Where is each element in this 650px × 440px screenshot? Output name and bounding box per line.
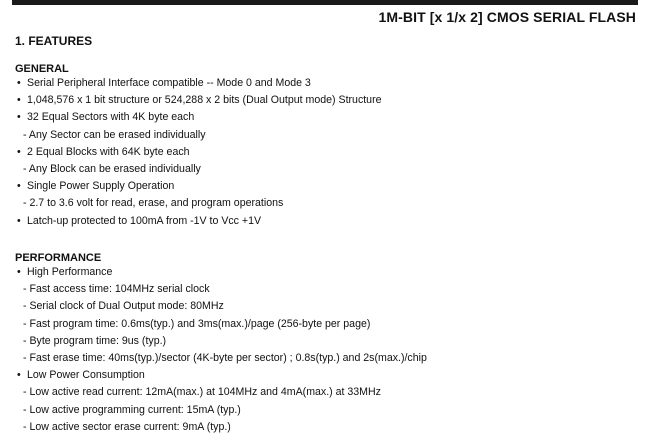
feature-text: High Performance: [27, 266, 113, 278]
feature-item: [15, 75, 635, 92]
performance-section: [15, 252, 635, 436]
feature-text: - Low active programming current: 15mA (typ.): [23, 403, 241, 416]
feature-item: [15, 213, 635, 230]
feature-text: Single Power Supply Operation: [27, 180, 175, 193]
feature-text: Serial Peripheral Interface compatible -- Mode 0 and Mode 3: [27, 77, 311, 89]
feature-text: Low Power Consumption: [27, 369, 145, 382]
feature-subitem: [15, 281, 635, 298]
bullet-icon: •: [17, 94, 21, 107]
feature-subitem: [15, 316, 635, 333]
feature-text: - Low active sector erase current: 9mA (typ.): [23, 420, 231, 433]
document-title: 1M-BIT [x 1/x 2] CMOS SERIAL FLASH: [378, 9, 636, 25]
feature-text: - Byte program time: 9us (typ.): [23, 334, 167, 347]
general-feature-list: [15, 75, 635, 230]
bullet-icon: •: [17, 214, 21, 227]
bullet-icon: •: [17, 266, 21, 278]
section-title: 1. FEATURES: [15, 34, 93, 48]
feature-subitem: [15, 419, 635, 436]
feature-text: - Low active read current: 12mA(max.) at 104MHz and 4mA(max.) at 33MHz: [23, 386, 381, 399]
feature-item: [15, 178, 635, 195]
bullet-icon: •: [17, 180, 21, 193]
general-heading: GENERAL: [15, 63, 69, 75]
feature-item: [15, 92, 635, 109]
performance-feature-list: [15, 264, 635, 436]
feature-text: - Fast program time: 0.6ms(typ.) and 3ms(max.)/page (256-byte per page): [23, 317, 371, 330]
feature-subitem: [15, 333, 635, 350]
general-section: [15, 63, 635, 230]
feature-subitem: [15, 127, 635, 144]
feature-text: - 2.7 to 3.6 volt for read, erase, and program operations: [23, 197, 284, 210]
feature-subitem: [15, 161, 635, 178]
feature-item: [15, 109, 635, 126]
feature-subitem: [15, 384, 635, 401]
header-rule: [12, 0, 638, 5]
feature-text: Latch-up protected to 100mA from -1V to Vcc +1V: [27, 214, 262, 227]
feature-text: - Any Block can be erased individually: [23, 162, 201, 175]
feature-text: - Fast erase time: 40ms(typ.)/sector (4K-byte per sector) ; 0.8s(typ.) and 2s(max.)/chip: [23, 351, 427, 364]
feature-text: 32 Equal Sectors with 4K byte each: [27, 111, 195, 124]
bullet-icon: •: [17, 369, 21, 382]
bullet-icon: •: [17, 77, 21, 89]
feature-item: [15, 367, 635, 384]
bullet-icon: •: [17, 111, 21, 124]
feature-text: - Fast access time: 104MHz serial clock: [23, 283, 210, 296]
feature-subitem: [15, 298, 635, 315]
feature-subitem: [15, 195, 635, 212]
feature-item: [15, 264, 635, 281]
feature-item: [15, 144, 635, 161]
feature-text: 1,048,576 x 1 bit structure or 524,288 x 2 bits (Dual Output mode) Structure: [27, 94, 382, 107]
feature-text: 2 Equal Blocks with 64K byte each: [27, 145, 190, 158]
feature-text: - Serial clock of Dual Output mode: 80MHz: [23, 300, 224, 313]
feature-subitem: [15, 402, 635, 419]
bullet-icon: •: [17, 145, 21, 158]
feature-text: - Any Sector can be erased individually: [23, 128, 206, 141]
performance-heading: PERFORMANCE: [15, 252, 102, 264]
feature-subitem: [15, 350, 635, 367]
